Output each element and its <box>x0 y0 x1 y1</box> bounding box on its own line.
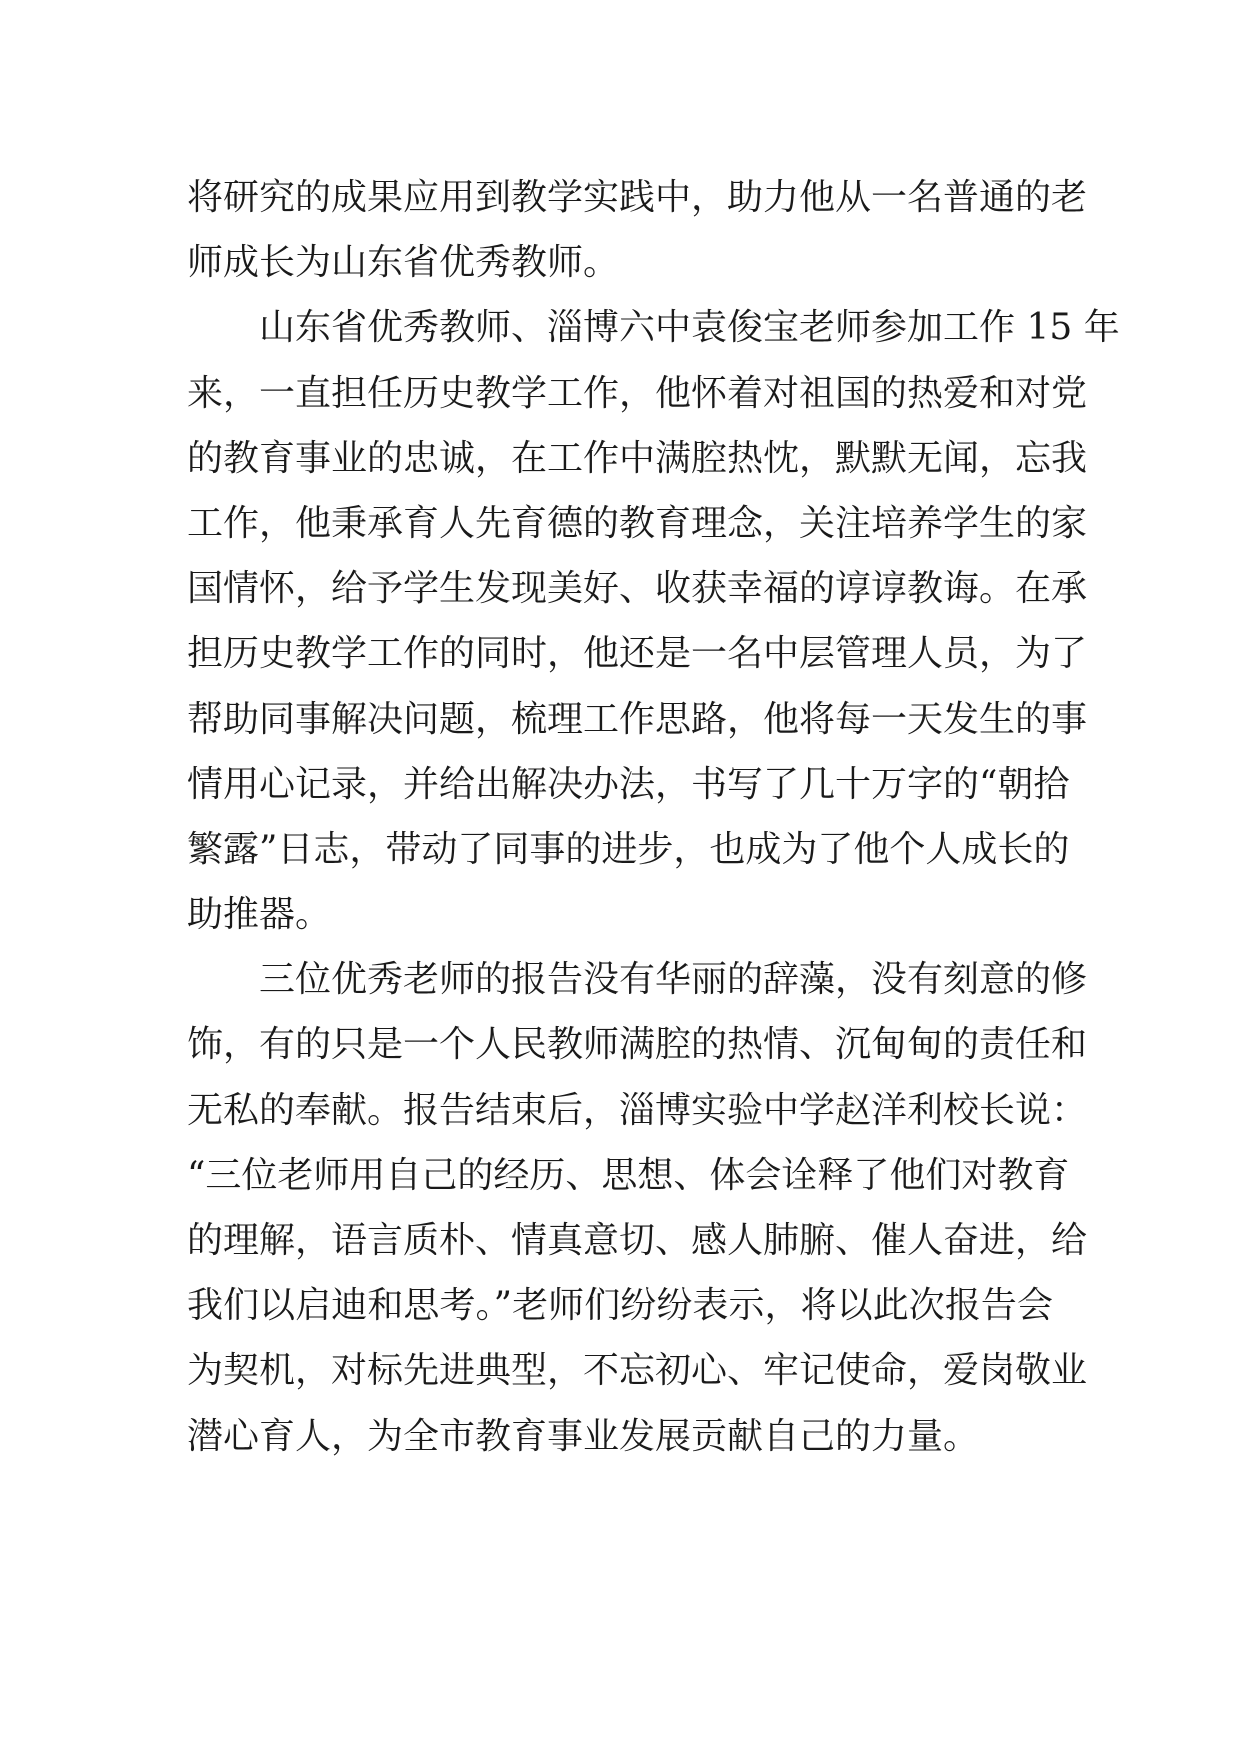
body-text-line: 助推器。 <box>187 894 332 936</box>
body-text-line: 担历史教学工作的同时，他还是一名中层管理人员，为了 <box>187 633 1088 675</box>
body-text-line: 来，一直担任历史教学工作，他怀着对祖国的热爱和对党 <box>187 372 1088 414</box>
body-text-line: 无私的奉献。报告结束后，淄博实验中学赵洋利校长说： <box>187 1089 1088 1131</box>
body-text-line: 的理解，语言质朴、情真意切、感人肺腑、催人奋进，给 <box>187 1220 1088 1261</box>
document-body <box>187 165 1120 1469</box>
body-text-line: 情用心记录，并给出解决办法，书写了几十万字的“朝拾 <box>187 763 1070 805</box>
body-text-line: 我们以启迪和思考。”老师们纷纷表示，将以此次报告会 <box>187 1285 1053 1327</box>
body-text-line: 繁露”日志，带动了同事的进步，也成为了他个人成长的 <box>187 828 1070 870</box>
body-text-line: 将研究的成果应用到教学实践中，助力他从一名普通的老 <box>187 177 1088 218</box>
body-text-line: 山东省优秀教师、淄博六中袁俊宝老师参加工作 15 年 <box>259 307 1120 349</box>
body-text-line: 帮助同事解决问题，梳理工作思路，他将每一天发生的事 <box>187 698 1088 740</box>
body-text-line: 为契机，对标先进典型，不忘初心、牢记使命，爱岗敬业 <box>187 1350 1088 1392</box>
body-text-line: 工作，他秉承育人先育德的教育理念，关注培养学生的家 <box>187 502 1088 544</box>
body-text-line: 师成长为山东省优秀教师。 <box>187 242 620 284</box>
body-text-line: 饰，有的只是一个人民教师满腔的热情、沉甸甸的责任和 <box>187 1024 1088 1066</box>
body-text-line: 潜心育人，为全市教育事业发展贡献自己的力量。 <box>187 1415 980 1457</box>
body-text-line: “三位老师用自己的经历、思想、体会诠释了他们对教育 <box>187 1154 1070 1196</box>
body-text-line: 三位优秀老师的报告没有华丽的辞藻，没有刻意的修 <box>259 959 1088 1001</box>
body-text-line: 国情怀，给予学生发现美好、收获幸福的谆谆教诲。在承 <box>187 568 1088 610</box>
body-text-line: 的教育事业的忠诚，在工作中满腔热忱，默默无闻，忘我 <box>187 437 1088 479</box>
